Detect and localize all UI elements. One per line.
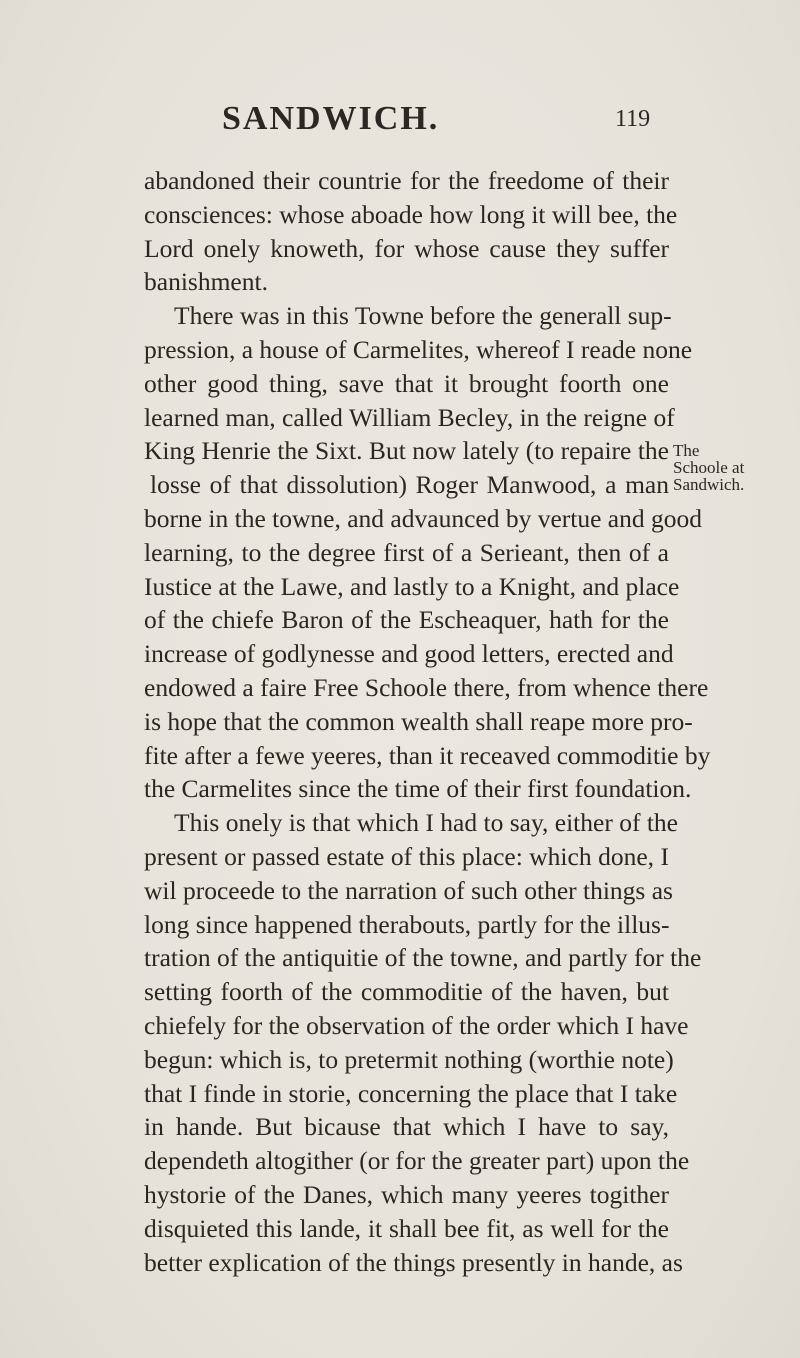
text-line: banishment. <box>144 267 268 297</box>
text-line: is hope that the common wealth shall reape more pro- <box>144 706 693 736</box>
running-head <box>0 100 800 140</box>
text-line: the Carmelites since the time of their first foundation. <box>144 774 692 804</box>
text-line: setting foorth of the commoditie of the haven, but <box>144 977 669 1007</box>
text-line: disquieted this lande, it shall bee fit, as well for the <box>144 1213 669 1243</box>
text-line: other good thing, save that it brought foorth one <box>144 368 669 398</box>
text-line: hystorie of the Danes, which many yeeres togither <box>144 1179 669 1209</box>
text-line: Iustice at the Lawe, and lastly to a Knight, and place <box>144 571 680 601</box>
text-line: in hande. But bicause that which I have to say, <box>144 1112 669 1142</box>
text-line: abandoned their countrie for the freedome of their <box>144 166 669 195</box>
text-line: chiefely for the observation of the order which I have <box>144 1010 689 1040</box>
page-number: 119 <box>615 106 651 132</box>
text-line: This onely is that which I had to say, either of the <box>174 808 678 838</box>
text-line: better explication of the things presently in hande, as <box>144 1247 683 1277</box>
text-line: that I finde in storie, concerning the place that I take <box>144 1078 678 1108</box>
text-line: dependeth altogither (or for the greater part) upon the <box>144 1146 690 1176</box>
text-line: There was in this Towne before the generall sup- <box>174 301 672 331</box>
text-line: pression, a house of Carmelites, whereof I reade none <box>144 334 693 364</box>
text-line: borne in the towne, and advaunced by vertue and good <box>144 503 702 533</box>
text-line: present or passed estate of this place: which done, I <box>144 841 669 871</box>
text-line: long since happened therabouts, partly for the illus- <box>144 909 670 939</box>
text-line: fite after a fewe yeeres, than it receaved commoditie by <box>144 740 711 770</box>
margin-note-line: The <box>673 441 700 460</box>
text-line: Lord onely knoweth, for whose cause they suffer <box>144 233 669 263</box>
text-line: endowed a faire Free Schoole there, from whence there <box>144 672 709 702</box>
running-title: SANDWICH. <box>222 100 440 137</box>
text-line: wil proceede to the narration of such other things as <box>144 875 673 905</box>
text-line: learned man, called William Becley, in the reigne of <box>144 402 675 432</box>
text-line: losse of that dissolution) Roger Manwood, a man <box>150 470 669 500</box>
margin-note <box>673 442 798 493</box>
margin-note-line: Schoole at <box>673 458 745 477</box>
text-line: consciences: whose aboade how long it will bee, the <box>144 199 678 229</box>
text-line: of the chiefe Baron of the Escheaquer, hath for the <box>144 605 669 635</box>
text-line: begun: which is, to pretermit nothing (worthie note) <box>144 1044 674 1074</box>
text-line: King Henrie the Sixt. But now lately (to repaire the <box>144 436 669 466</box>
margin-note-line: Sandwich. <box>673 475 745 494</box>
text-line: increase of godlynesse and good letters, erected and <box>144 639 674 669</box>
text-line: learning, to the degree first of a Serieant, then of a <box>144 537 669 567</box>
text-line: tration of the antiquitie of the towne, and partly for the <box>144 943 702 973</box>
